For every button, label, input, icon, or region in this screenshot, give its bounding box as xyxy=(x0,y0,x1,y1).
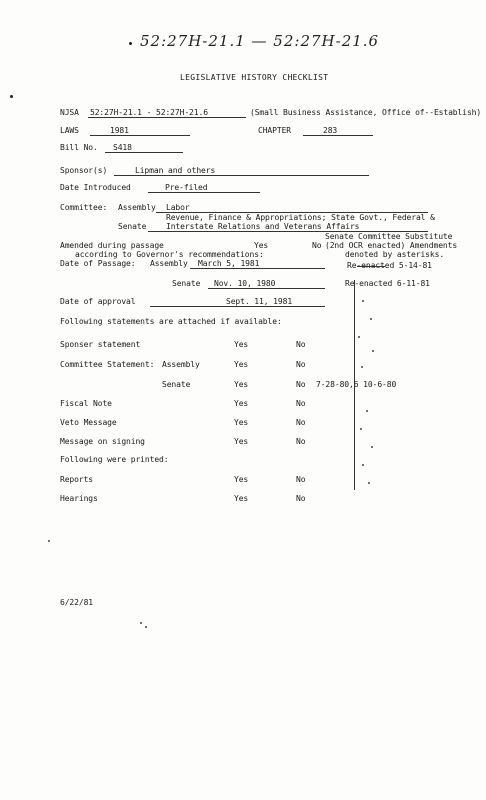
committee-statement-senate-no: No xyxy=(296,380,306,389)
passage-assembly-note: Re-enacted 5-14-81 xyxy=(347,261,432,270)
scan-speck xyxy=(361,366,363,368)
amended-label-1: Amended during passage xyxy=(60,241,164,250)
reports-label: Reports xyxy=(60,475,94,484)
approval-label: Date of approval xyxy=(60,297,136,306)
page-title: LEGISLATIVE HISTORY CHECKLIST xyxy=(180,73,329,82)
laws-value: 1981 xyxy=(110,126,129,135)
handwritten-bracket xyxy=(354,280,355,490)
veto-message-yes: Yes xyxy=(234,418,249,427)
njsa-note: (Small Business Assistance, Office of--Establish) xyxy=(250,108,482,117)
scan-speck xyxy=(371,446,373,448)
scan-speck xyxy=(362,464,364,466)
handwritten-dot xyxy=(129,42,132,45)
chapter-value: 283 xyxy=(323,126,338,135)
scan-speck xyxy=(360,428,362,430)
committee-statement-assembly: Assembly xyxy=(162,360,200,369)
fiscal-note-label: Fiscal Note xyxy=(60,399,112,408)
footer-date: 6/22/81 xyxy=(60,598,94,607)
committee-assembly-value: Labor xyxy=(166,203,190,212)
handwritten-statute-range: 52:27H-21.1 — 52:27H-21.6 xyxy=(140,32,380,50)
printed-header: Following were printed: xyxy=(60,455,169,464)
bill-label: Bill No. xyxy=(60,143,98,152)
chapter-label: CHAPTER xyxy=(258,126,292,135)
passage-assembly-value: March 5, 1981 xyxy=(198,259,260,268)
sponsor-underline xyxy=(114,175,369,176)
committee-statement-senate-note: 7-28-80,6 10-6-80 xyxy=(316,380,397,389)
margin-dot xyxy=(10,95,13,98)
passage-assembly-strike xyxy=(357,266,385,267)
scan-speck xyxy=(372,350,374,352)
committee-senate-value-2: Interstate Relations and Veterans Affairs xyxy=(166,222,360,231)
amended-no: No xyxy=(312,241,322,250)
passage-label: Date of Passage: xyxy=(60,259,136,268)
laws-underline xyxy=(90,135,190,136)
fiscal-note-no: No xyxy=(296,399,306,408)
amended-note-3: denoted by asterisks. xyxy=(345,250,445,259)
committee-assembly-label: Assembly xyxy=(118,203,156,212)
scan-speck xyxy=(362,300,364,302)
approval-value: Sept. 11, 1981 xyxy=(226,297,293,306)
njsa-underline xyxy=(88,117,246,118)
committee-statement-senate-yes: Yes xyxy=(234,380,249,389)
scan-speck xyxy=(358,336,360,338)
introduced-label: Date Introduced xyxy=(60,183,131,192)
committee-senate-value-1: Revenue, Finance & Appropriations; State Govt., Federal & xyxy=(166,213,435,222)
scan-speck xyxy=(370,318,372,320)
scan-speck xyxy=(48,540,50,542)
hearings-yes: Yes xyxy=(234,494,249,503)
introduced-value: Pre-filed xyxy=(165,183,208,192)
amended-note-1: Senate Committee Substitute xyxy=(325,232,453,241)
amended-label-2: according to Governor's recommendations: xyxy=(75,250,264,259)
reports-no: No xyxy=(296,475,306,484)
fiscal-note-yes: Yes xyxy=(234,399,249,408)
amended-yes: Yes xyxy=(254,241,269,250)
introduced-underline xyxy=(148,192,260,193)
sponsor-label: Sponsor(s) xyxy=(60,166,108,175)
statements-header: Following statements are attached if available: xyxy=(60,317,282,326)
message-signing-no: No xyxy=(296,437,306,446)
njsa-label: NJSA xyxy=(60,108,79,117)
hearings-no: No xyxy=(296,494,306,503)
passage-senate-value: Nov. 10, 1980 xyxy=(214,279,276,288)
committee-statement-senate: Senate xyxy=(162,380,191,389)
veto-message-label: Veto Message xyxy=(60,418,117,427)
sponsor-statement-yes: Yes xyxy=(234,340,249,349)
sponsor-value: Lipman and others xyxy=(135,166,216,175)
scan-speck xyxy=(140,622,142,624)
scan-speck xyxy=(368,482,370,484)
laws-label: LAWS xyxy=(60,126,79,135)
passage-assembly-underline xyxy=(190,268,325,269)
committee-senate-label: Senate xyxy=(118,222,147,231)
amended-note-2: (2nd OCR enacted) Amendments xyxy=(325,241,458,250)
chapter-underline xyxy=(303,135,373,136)
message-signing-yes: Yes xyxy=(234,437,249,446)
bill-value: S418 xyxy=(113,143,132,152)
bill-underline xyxy=(105,152,183,153)
passage-senate-underline xyxy=(208,288,325,289)
message-signing-label: Message on signing xyxy=(60,437,145,446)
passage-assembly-label: Assembly xyxy=(150,259,188,268)
committee-statement-assembly-no: No xyxy=(296,360,306,369)
committee-label: Committee: xyxy=(60,203,108,212)
sponsor-statement-label: Sponser statement xyxy=(60,340,141,349)
committee-statement-label: Committee Statement: xyxy=(60,360,155,369)
veto-message-no: No xyxy=(296,418,306,427)
sponsor-statement-no: No xyxy=(296,340,306,349)
reports-yes: Yes xyxy=(234,475,249,484)
committee-statement-assembly-yes: Yes xyxy=(234,360,249,369)
approval-underline xyxy=(150,306,325,307)
hearings-label: Hearings xyxy=(60,494,98,503)
njsa-value: 52:27H-21.1 - 52:27H-21.6 xyxy=(90,108,208,117)
scan-speck xyxy=(145,626,147,628)
passage-senate-note: Re-enacted 6-11-81 xyxy=(345,279,430,288)
scan-speck xyxy=(366,410,368,412)
passage-senate-label: Senate xyxy=(172,279,201,288)
